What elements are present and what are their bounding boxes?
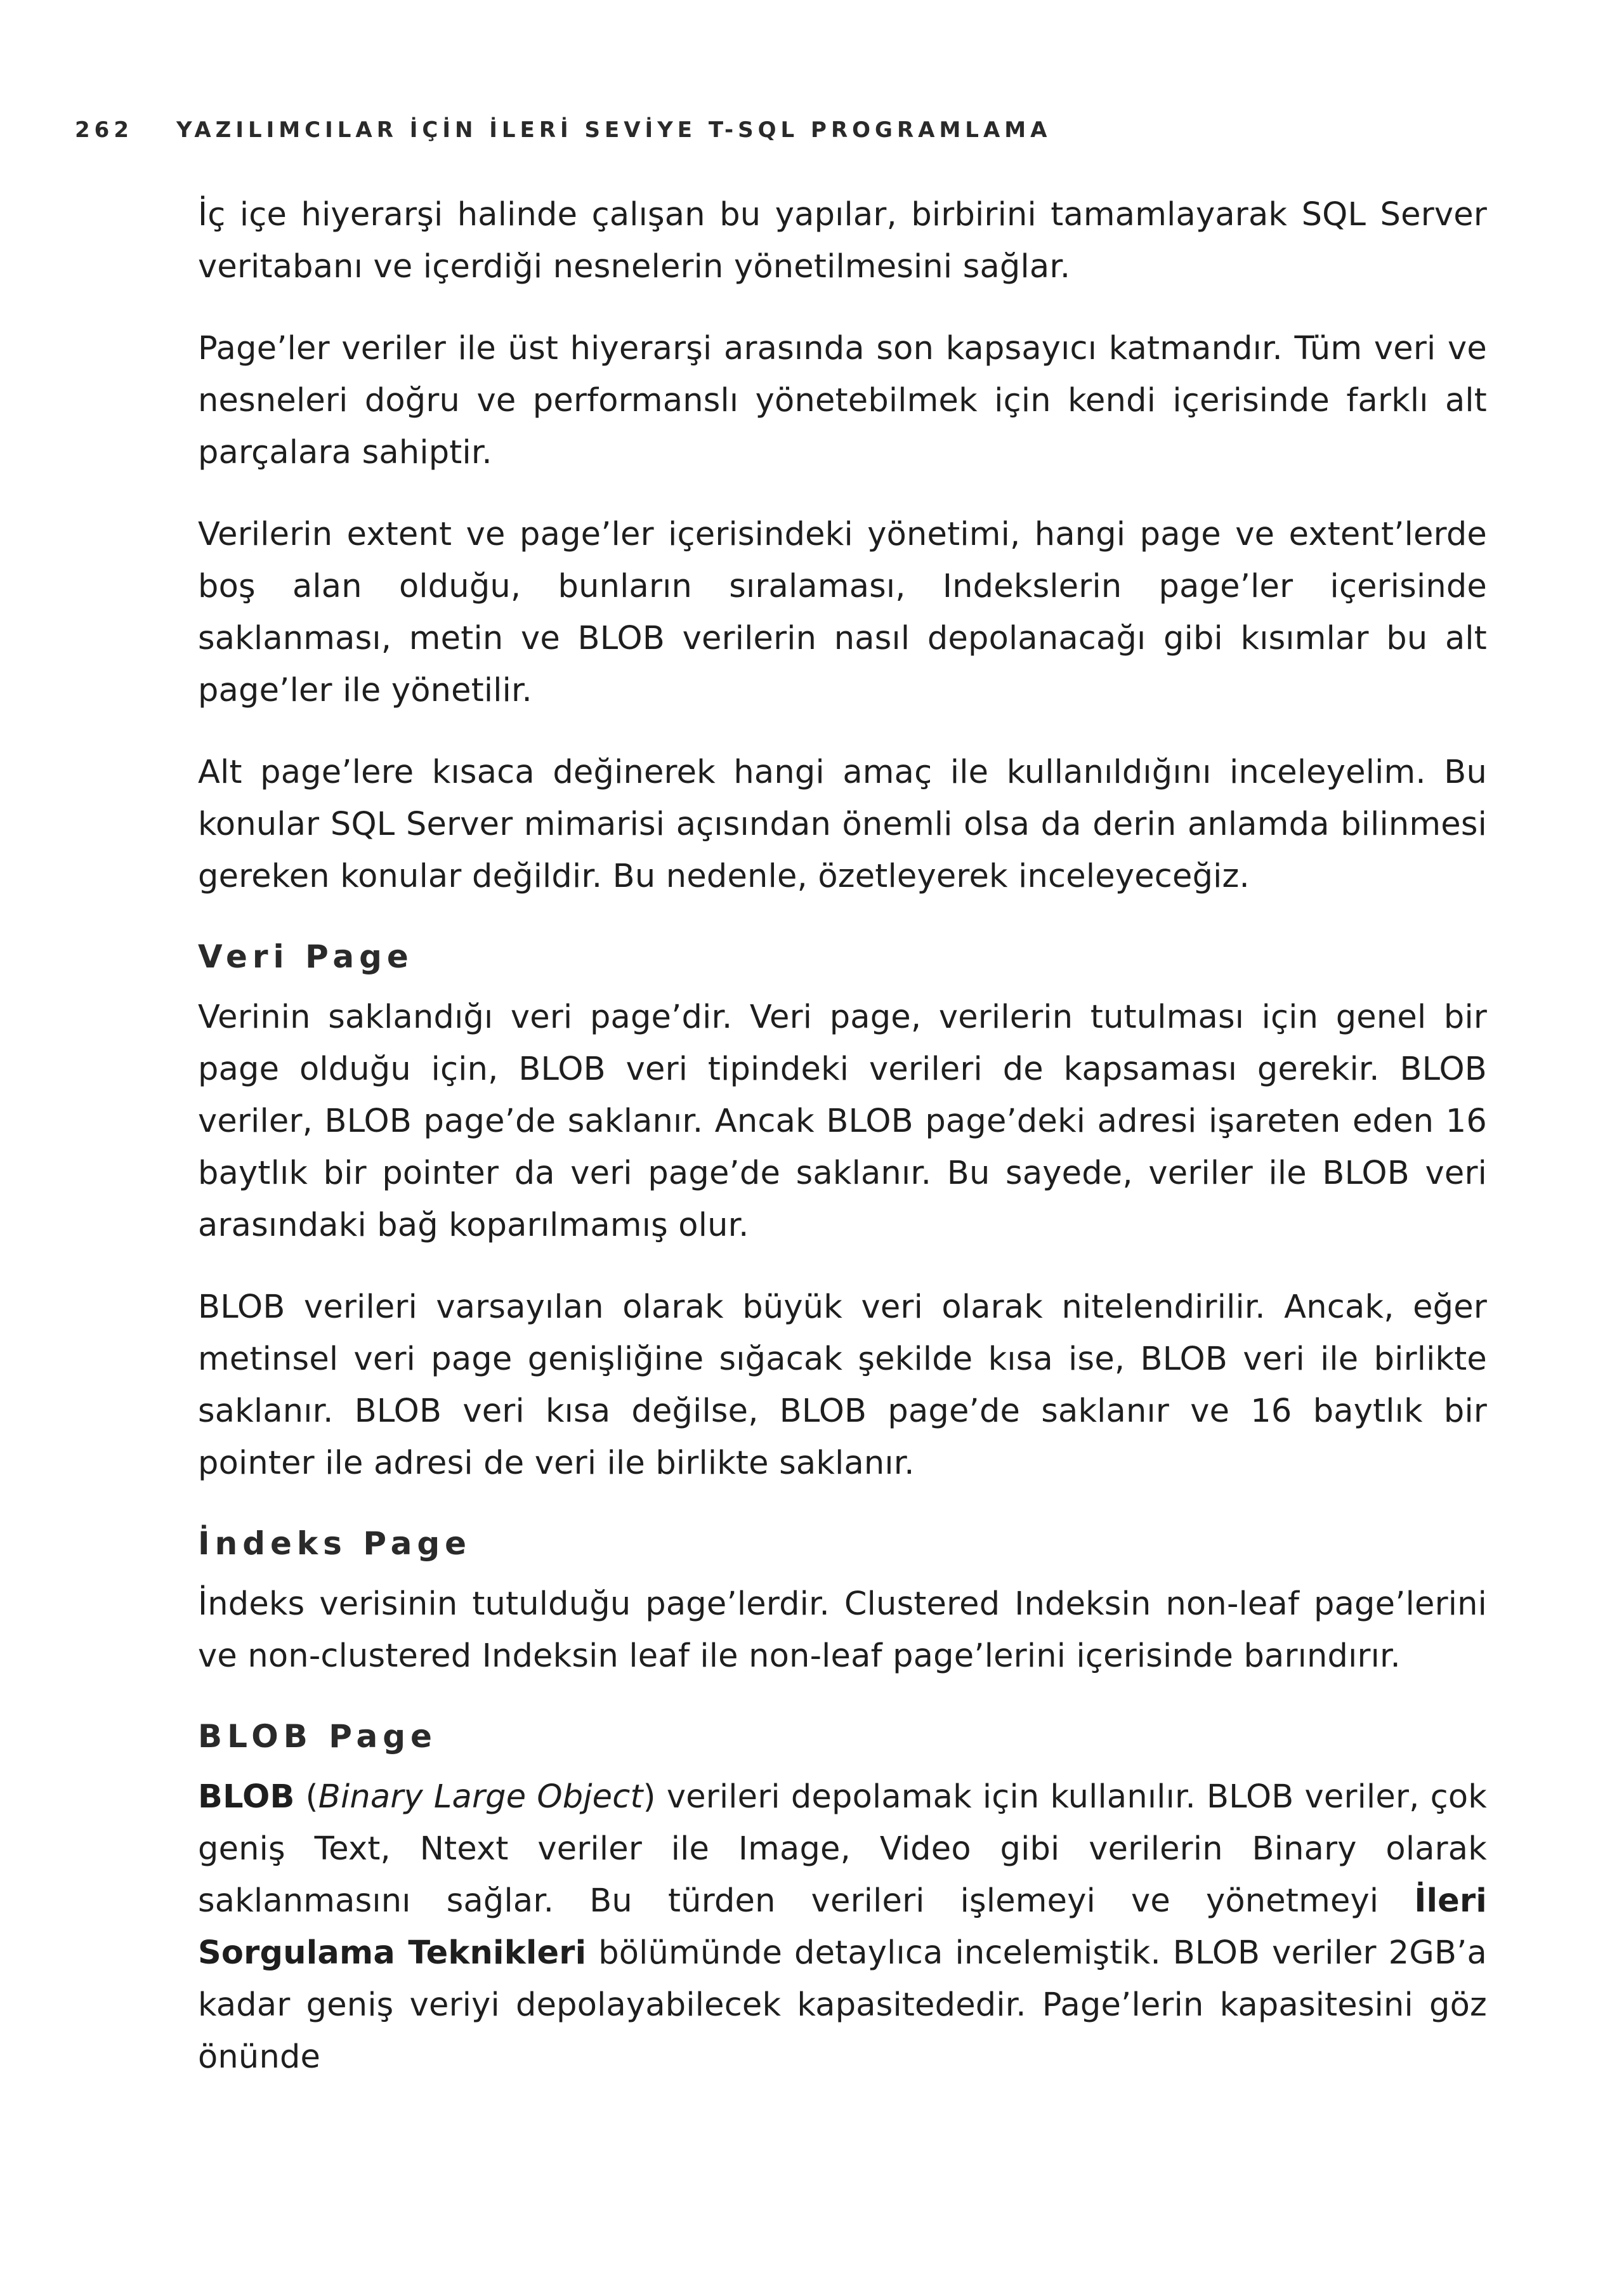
paragraph-blob-page [198, 1771, 1487, 2083]
page-number: 262 [75, 117, 133, 143]
section-heading-blob-page: BLOB Page [198, 1718, 437, 1755]
paragraph-indeks-page: İndeks verisinin tutulduğu page’lerdir. Clustered Indeksin non-leaf page’lerini ve non-clustered Indeksin leaf ile non-leaf page’lerini içerisinde barındırır. [198, 1585, 1487, 1675]
paragraph-sub-pages: Verilerin extent ve page’ler içerisindeki yönetimi, hangi page ve extent’lerde boş alan olduğu, bunların sıralaması, Indekslerin page’ler içerisinde saklanması, metin ve BLOB verilerin nasıl depolanacağı gibi kısımlar bu alt page’ler ile yönetilir. [198, 516, 1487, 709]
chapter-reference: İleri Sorgulama Teknikleri [198, 1882, 1487, 1972]
paragraph-veri-page-2: BLOB verileri varsayılan olarak büyük veri olarak nitelendirilir. Ancak, eğer metinsel veri page genişliğine sığacak şekilde kısa ise, BLOB veri ile birlikte saklanır. BLOB veri kısa değilse, BLOB page’de saklanır ve 16 baytlık bir pointer ile adresi de veri ile birlikte saklanır. [198, 1288, 1487, 1482]
page-body [198, 189, 1487, 2113]
book-title: YAZILIMCILAR İÇİN İLERİ SEVİYE T-SQL PROGRAMLAMA [176, 117, 1052, 143]
blob-expansion: Binary Large Object [318, 1778, 643, 1816]
section-heading-indeks-page: İndeks Page [198, 1525, 472, 1562]
paragraph-overview: Alt page’lere kısaca değinerek hangi amaç ile kullanıldığını inceleyelim. Bu konular SQL Server mimarisi açısından önemli olsa da derin anlamda bilinmesi gereken konular değildir. Bu nedenle, özetleyerek inceleyeceğiz. [198, 754, 1487, 895]
running-header [75, 117, 1051, 143]
paragraph-veri-page-1: Verinin saklandığı veri page’dir. Veri page, verilerin tutulması için genel bir page olduğu için, BLOB veri tipindeki verileri de kapsaması gerekir. BLOB veriler, BLOB page’de saklanır. Ancak BLOB page’deki adresi işareten eden 16 baytlık bir pointer da veri page’de saklanır. Bu sayede, veriler ile BLOB veri arasındaki bağ koparılmamış olur. [198, 999, 1487, 1244]
open-paren: ( [294, 1778, 318, 1816]
blob-description-end: bölümünde detaylıca incelemiştik. BLOB veriler 2GB’a kadar geniş veriyi depolayabilecek kapasitededir. Page’lerin kapasitesini göz önünde [198, 1934, 1487, 2076]
paragraph-page-layer: Page’ler veriler ile üst hiyerarşi arasında son kapsayıcı katmandır. Tüm veri ve nesneleri doğru ve performanslı yönetebilmek için kendi içerisinde farklı alt parçalara sahiptir. [198, 330, 1487, 471]
section-heading-veri-page: Veri Page [198, 938, 414, 975]
paragraph-intro-hierarchy: İç içe hiyerarşi halinde çalışan bu yapılar, birbirini tamamlayarak SQL Server veritabanı ve içerdiği nesnelerin yönetilmesini sağlar. [198, 196, 1487, 285]
blob-term: BLOB [198, 1778, 295, 1816]
blob-description: ) verileri depolamak için kullanılır. BLOB veriler, çok geniş Text, Ntext veriler ile Image, Video gibi verilerin Binary olarak saklanmasını sağlar. Bu türden verileri işlemeyi ve yönetmeyi [198, 1778, 1487, 1920]
